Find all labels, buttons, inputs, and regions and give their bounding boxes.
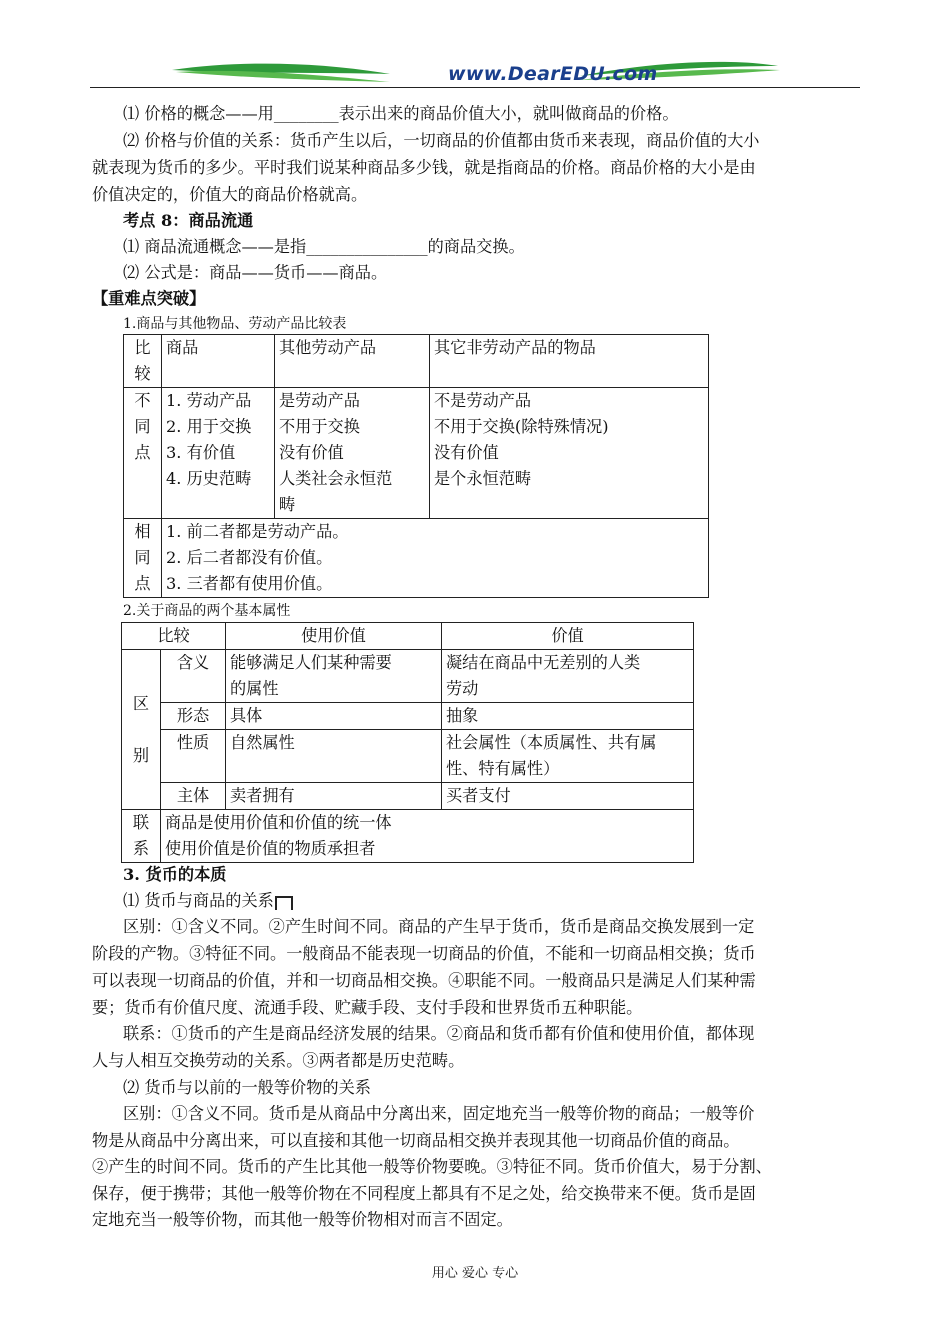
- price-value-line-2: 就表现为货币的多少。平时我们说某种商品多少钱，就是指商品的价格。商品价格的大小是由: [92, 158, 756, 177]
- paragraph-line: 区别：①含义不同。②产生时间不同。商品的产生早于货币，货币是商品交换发展到一定: [123, 917, 755, 936]
- money-equivalent-subheading: ⑵ 货币与以前的一般等价物的关系: [123, 1078, 371, 1097]
- paragraph-line: 阶段的产物。③特征不同。一般商品不能表现一切商品的价值，不能和一切商品相交换；货币: [92, 944, 756, 963]
- table-cell: 性质: [161, 730, 226, 783]
- table-cell: 具体: [226, 703, 442, 730]
- table-cell: 凝结在商品中无差别的人类 劳动: [442, 650, 694, 703]
- paragraph-line: 要；货币有价值尺度、流通手段、贮藏手段、支付手段和世界货币五种职能。: [92, 998, 643, 1017]
- table-row: [124, 519, 709, 598]
- table-cell: 1. 劳动产品 2. 用于交换 3. 有价值 4. 历史范畴: [162, 388, 275, 519]
- page-footer: 用心 爱心 专心: [431, 1266, 519, 1281]
- table-header-compare: 比较: [122, 623, 226, 650]
- circulation-formula-line: ⑵ 公式是：商品——货币——商品。: [123, 263, 388, 282]
- table-cell: 买者支付: [442, 783, 694, 810]
- table2-caption: 2.关于商品的两个基本属性: [123, 603, 291, 619]
- table-header-other-labor: 其他劳动产品: [275, 335, 430, 388]
- table-row: [124, 335, 709, 388]
- money-goods-subheading: ⑴ 货币与商品的关系: [123, 888, 293, 914]
- paragraph-line: 定地充当一般等价物，而其他一般等价物相对而言不固定。: [92, 1210, 513, 1229]
- table-header-use-value: 使用价值: [226, 623, 442, 650]
- paragraph-line: 联系：①货币的产生是商品经济发展的结果。②商品和货币都有价值和使用价值，都体现: [123, 1024, 755, 1043]
- table-cell: 是劳动产品 不用于交换 没有价值 人类社会永恒范 畴: [275, 388, 430, 519]
- table-cell: 1. 前二者都是劳动产品。 2. 后二者都没有价值。 3. 三者都有使用价值。: [162, 519, 709, 598]
- table-row: [122, 650, 694, 703]
- key-points-heading: 【重难点突破】: [92, 289, 206, 308]
- site-logo-text[interactable]: www.DearEDU.com: [448, 63, 658, 85]
- table-cell: 相 同 点: [124, 519, 162, 598]
- table1-caption: 1.商品与其他物品、劳动产品比较表: [123, 316, 347, 332]
- table-row: [124, 388, 709, 519]
- money-essence-heading: 3. 货币的本质: [123, 865, 227, 884]
- paragraph-line: 区别：①含义不同。货币是从商品中分离出来，固定地充当一般等价物的商品；一般等价: [123, 1104, 755, 1123]
- price-concept-line: ⑴ 价格的概念——用________表示出来的商品价值大小，就叫做商品的价格。: [123, 104, 679, 123]
- table-header-non-labor: 其它非劳动产品的物品: [430, 335, 709, 388]
- paragraph-line: ②产生的时间不同。货币的产生比其他一般等价物要晚。③特征不同。货币价值大，易于分割、: [92, 1157, 772, 1176]
- table-cell: 不 同 点: [124, 388, 162, 519]
- table-cell: 不是劳动产品 不用于交换(除特殊情况) 没有价值 是个永恒范畴: [430, 388, 709, 519]
- site-header-banner: [90, 52, 860, 92]
- table-cell: 能够满足人们某种需要 的属性: [226, 650, 442, 703]
- table-header-value: 价值: [442, 623, 694, 650]
- table-cell: 卖者拥有: [226, 783, 442, 810]
- paragraph-line: 可以表现一切商品的价值，并和一切商品相交换。④职能不同。一般商品只是满足人们某种需: [92, 971, 756, 990]
- table-cell: 抽象: [442, 703, 694, 730]
- comparison-table-1: [123, 334, 709, 598]
- table-cell: 主体: [161, 783, 226, 810]
- table-header-goods: 商品: [162, 335, 275, 388]
- table-cell: 联 系: [122, 810, 161, 863]
- price-value-line-1: ⑵ 价格与价值的关系：货币产生以后，一切商品的价值都由货币来表现，商品价值的大小: [123, 131, 760, 150]
- table-row: [122, 703, 694, 730]
- table-cell: 区 别: [122, 650, 161, 810]
- table-cell: 形态: [161, 703, 226, 730]
- table-row: [122, 783, 694, 810]
- kaodian-8-heading: 考点 8：商品流通: [123, 211, 254, 230]
- header-divider: [90, 87, 860, 88]
- table-cell: 商品是使用价值和价值的统一体 使用价值是价值的物质承担者: [161, 810, 694, 863]
- table-cell: 比 较: [124, 335, 162, 388]
- paragraph-line: 人与人相互交换劳动的关系。③两者都是历史范畴。: [92, 1051, 465, 1070]
- table-cell: 自然属性: [226, 730, 442, 783]
- table-cell: 含义: [161, 650, 226, 703]
- price-value-line-3: 价值决定的，价值大的商品价格就高。: [92, 185, 368, 204]
- attributes-table-2: [121, 622, 694, 863]
- table-row: [122, 730, 694, 783]
- paragraph-line: 物是从商品中分离出来，可以直接和其他一切商品相交换并表现其他一切商品价值的商品。: [92, 1131, 740, 1150]
- table-row: [122, 810, 694, 863]
- table-cell: 社会属性（本质属性、共有属 性、特有属性）: [442, 730, 694, 783]
- paragraph-line: 保存，便于携带；其他一般等价物在不同程度上都具有不足之处，给交换带来不便。货币是固: [92, 1184, 756, 1203]
- table-row: [122, 623, 694, 650]
- circulation-concept-line: ⑴ 商品流通概念——是指_______________的商品交换。: [123, 237, 525, 256]
- text-cursor-icon: [275, 896, 293, 910]
